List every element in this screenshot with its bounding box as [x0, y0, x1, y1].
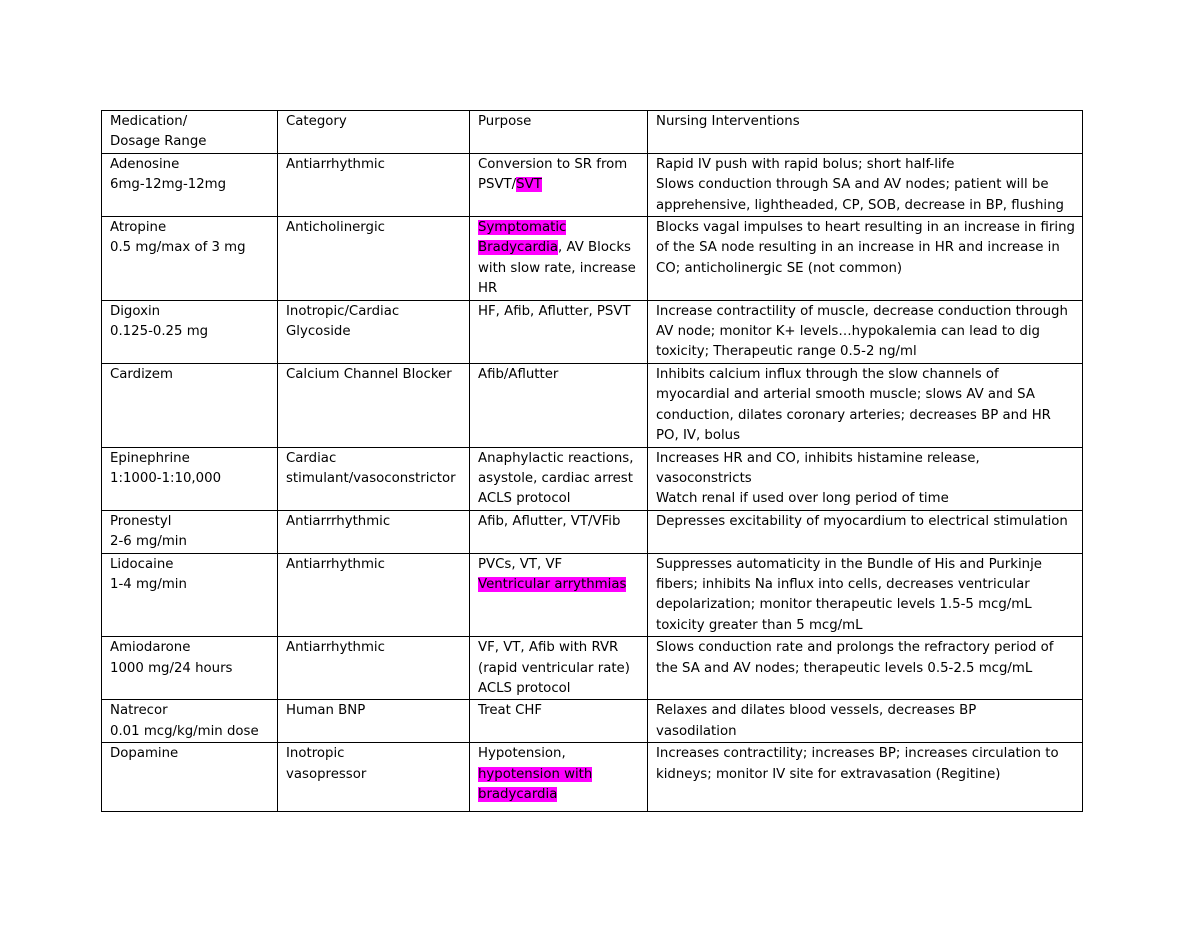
nursing-interventions-cell [648, 637, 1083, 700]
medication-name: Adenosine [110, 156, 180, 172]
nursing-intervention-line: Slows conduction rate and prolongs the refractory period of [656, 640, 1054, 656]
purpose-line [478, 679, 639, 699]
nursing-intervention-line: Suppresses automaticity in the Bundle of His and Purkinje [656, 556, 1042, 572]
medication-table [101, 110, 1083, 812]
purpose-line [478, 259, 639, 279]
medication-name: Atropine [110, 220, 167, 236]
purpose-line [478, 765, 639, 785]
purpose-cell [470, 300, 648, 363]
dosage-range: 1:1000-1:10,000 [110, 470, 222, 486]
purpose-text: ACLS protocol [478, 680, 571, 696]
table-row [102, 300, 1083, 363]
category-line: Calcium Channel Blocker [286, 366, 452, 382]
category-cell [278, 637, 470, 700]
nursing-interventions-cell [648, 700, 1083, 743]
nursing-intervention-line: vasoconstricts [656, 470, 752, 486]
purpose-text: PSVT/ [478, 177, 517, 193]
nursing-interventions-cell [648, 217, 1083, 301]
purpose-line [478, 218, 639, 238]
purpose-text: PVCs, VT, VF [478, 556, 563, 572]
nursing-intervention-line: Depresses excitability of myocardium to electrical stimulation [656, 513, 1068, 529]
purpose-line [478, 302, 639, 322]
purpose-cell [470, 553, 648, 637]
nursing-intervention-line: Increases HR and CO, inhibits histamine release, [656, 450, 980, 466]
purpose-line [478, 744, 639, 764]
header-purpose-label: Purpose [478, 114, 532, 129]
purpose-text: Anaphylactic reactions, [478, 450, 634, 466]
medication-name: Epinephrine [110, 450, 190, 466]
category-cell [278, 510, 470, 553]
table-row [102, 700, 1083, 743]
category-line: Antiarrhythmic [286, 156, 385, 172]
medication-name: Lidocaine [110, 556, 174, 572]
category-cell [278, 553, 470, 637]
category-cell [278, 363, 470, 447]
purpose-cell [470, 743, 648, 812]
medication-cell [102, 363, 278, 447]
purpose-text: ACLS protocol [478, 491, 571, 507]
highlighted-text: Symptomatic [478, 220, 567, 236]
purpose-line [478, 279, 639, 299]
purpose-line [478, 785, 639, 805]
purpose-text: HR [478, 281, 498, 297]
purpose-text: Afib, Aflutter, VT/VFib [478, 513, 621, 529]
purpose-line [478, 449, 639, 469]
highlighted-text: SVT [516, 177, 542, 193]
nursing-interventions-cell [648, 510, 1083, 553]
purpose-text: Conversion to SR from [478, 156, 628, 172]
header-category-label: Category [286, 114, 347, 129]
purpose-cell [470, 700, 648, 743]
table-row [102, 447, 1083, 510]
purpose-line [478, 512, 639, 532]
nursing-intervention-line: fibers; inhibits Na influx into cells, decreases ventricular [656, 576, 1030, 592]
purpose-line [478, 175, 639, 195]
category-line: Human BNP [286, 703, 366, 719]
medication-name: Pronestyl [110, 513, 172, 529]
category-line: vasopressor [286, 766, 367, 782]
header-purpose [470, 111, 648, 154]
medication-table-body [102, 111, 1083, 812]
nursing-interventions-cell [648, 363, 1083, 447]
header-row [102, 111, 1083, 154]
purpose-cell [470, 363, 648, 447]
table-row [102, 153, 1083, 216]
nursing-intervention-line: PO, IV, bolus [656, 428, 741, 444]
highlighted-text: Ventricular arrythmias [478, 576, 627, 592]
nursing-intervention-line: Watch renal if used over long period of time [656, 491, 949, 507]
category-cell [278, 217, 470, 301]
nursing-intervention-line: of the SA node resulting in an increase in HR and increase in [656, 240, 1060, 256]
purpose-text: (rapid ventricular rate) [478, 660, 630, 676]
medication-name: Natrecor [110, 703, 168, 719]
header-medication-line-2: Dosage Range [110, 134, 207, 150]
nursing-intervention-line: myocardial and arterial smooth muscle; slows AV and SA [656, 387, 1035, 403]
header-medication [102, 111, 278, 154]
nursing-intervention-line: vasodilation [656, 723, 737, 739]
medication-name: Dopamine [110, 746, 179, 762]
table-row [102, 743, 1083, 812]
nursing-intervention-line: toxicity greater than 5 mcg/mL [656, 617, 863, 633]
category-cell [278, 700, 470, 743]
category-line: Anticholinergic [286, 220, 385, 236]
medication-name: Amiodarone [110, 640, 191, 656]
category-line: Inotropic/Cardiac [286, 303, 400, 319]
nursing-interventions-cell [648, 300, 1083, 363]
category-cell [278, 300, 470, 363]
nursing-intervention-line: Slows conduction through SA and AV nodes; patient will be [656, 177, 1049, 193]
category-line: stimulant/vasoconstrictor [286, 470, 456, 486]
header-nursing-interventions [648, 111, 1083, 154]
header-medication-line-1: Medication/ [110, 114, 188, 129]
nursing-interventions-cell [648, 153, 1083, 216]
medication-name: Digoxin [110, 303, 161, 319]
table-row [102, 217, 1083, 301]
medication-cell [102, 553, 278, 637]
table-row [102, 363, 1083, 447]
category-line: Antiarrhythmic [286, 556, 385, 572]
purpose-cell [470, 153, 648, 216]
medication-cell [102, 743, 278, 812]
purpose-text: VF, VT, Afib with RVR [478, 640, 619, 656]
header-category [278, 111, 470, 154]
purpose-text: with slow rate, increase [478, 260, 636, 276]
dosage-range: 0.125-0.25 mg [110, 324, 209, 340]
nursing-intervention-line: depolarization; monitor therapeutic levels 1.5-5 mcg/mL [656, 597, 1032, 613]
category-line: Cardiac [286, 450, 337, 466]
table-row [102, 637, 1083, 700]
nursing-intervention-line: Increases contractility; increases BP; increases circulation to [656, 746, 1059, 762]
purpose-cell [470, 510, 648, 553]
nursing-intervention-line: kidneys; monitor IV site for extravasation (Regitine) [656, 766, 1001, 782]
medication-cell [102, 300, 278, 363]
table-row [102, 510, 1083, 553]
nursing-intervention-line: Increase contractility of muscle, decrease conduction through [656, 303, 1068, 319]
purpose-text: HF, Afib, Aflutter, PSVT [478, 303, 631, 319]
category-cell [278, 743, 470, 812]
medication-cell [102, 217, 278, 301]
category-line: Antiarrrhythmic [286, 513, 391, 529]
category-line: Glycoside [286, 324, 351, 340]
purpose-line [478, 575, 639, 595]
purpose-line [478, 238, 639, 258]
purpose-line [478, 489, 639, 509]
dosage-range: 0.01 mcg/kg/min dose [110, 723, 259, 739]
nursing-intervention-line: Rapid IV push with rapid bolus; short half-life [656, 156, 955, 172]
purpose-line [478, 555, 639, 575]
highlighted-text: Bradycardia [478, 240, 559, 256]
dosage-range: 0.5 mg/max of 3 mg [110, 240, 246, 256]
purpose-cell [470, 447, 648, 510]
medication-cell [102, 510, 278, 553]
purpose-text: asystole, cardiac arrest [478, 470, 633, 486]
purpose-text: , AV Blocks [558, 240, 631, 256]
nursing-intervention-line: Inhibits calcium influx through the slow channels of [656, 366, 999, 382]
category-cell [278, 447, 470, 510]
purpose-line [478, 365, 639, 385]
dosage-range: 1000 mg/24 hours [110, 660, 233, 676]
nursing-intervention-line: AV node; monitor K+ levels…hypokalemia can lead to dig [656, 324, 1040, 340]
dosage-range: 2-6 mg/min [110, 534, 187, 550]
purpose-cell [470, 637, 648, 700]
purpose-cell [470, 217, 648, 301]
purpose-text: Treat CHF [478, 703, 543, 719]
dosage-range: 1-4 mg/min [110, 576, 187, 592]
purpose-text: Afib/Aflutter [478, 366, 559, 382]
purpose-text: Hypotension, [478, 746, 566, 762]
header-nursing-label: Nursing Interventions [656, 114, 800, 129]
purpose-line [478, 155, 639, 175]
nursing-intervention-line: conduction, dilates coronary arteries; decreases BP and HR [656, 407, 1051, 423]
highlighted-text: hypotension with [478, 766, 593, 782]
nursing-interventions-cell [648, 553, 1083, 637]
category-line: Antiarrhythmic [286, 640, 385, 656]
nursing-interventions-cell [648, 447, 1083, 510]
category-line: Inotropic [286, 746, 345, 762]
category-cell [278, 153, 470, 216]
purpose-line [478, 659, 639, 679]
nursing-intervention-line: apprehensive, lightheaded, CP, SOB, decrease in BP, flushing [656, 197, 1064, 213]
nursing-interventions-cell [648, 743, 1083, 812]
medication-name: Cardizem [110, 366, 173, 382]
purpose-line [478, 701, 639, 721]
highlighted-text: bradycardia [478, 787, 558, 802]
dosage-range: 6mg-12mg-12mg [110, 177, 227, 193]
nursing-intervention-line: toxicity; Therapeutic range 0.5-2 ng/ml [656, 344, 917, 360]
medication-cell [102, 447, 278, 510]
medication-cell [102, 153, 278, 216]
nursing-intervention-line: Relaxes and dilates blood vessels, decreases BP [656, 703, 977, 719]
table-row [102, 553, 1083, 637]
medication-cell [102, 637, 278, 700]
nursing-intervention-line: Blocks vagal impulses to heart resulting in an increase in firing [656, 220, 1075, 236]
medication-cell [102, 700, 278, 743]
nursing-intervention-line: CO; anticholinergic SE (not common) [656, 260, 903, 276]
purpose-line [478, 638, 639, 658]
nursing-intervention-line: the SA and AV nodes; therapeutic levels 0.5-2.5 mcg/mL [656, 660, 1033, 676]
purpose-line [478, 469, 639, 489]
